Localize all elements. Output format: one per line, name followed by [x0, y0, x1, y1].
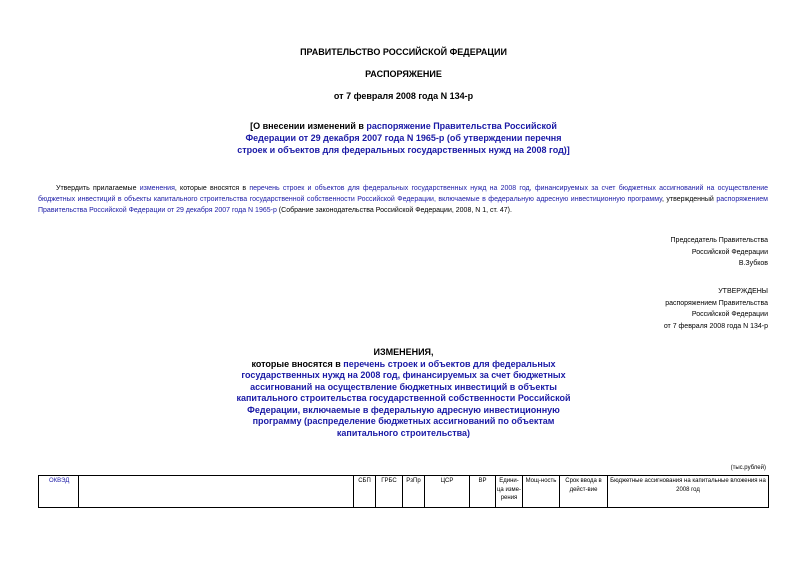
column-header-name [79, 476, 354, 508]
title-close: (об утверждении перечня строек и объектов для федеральных государственных нужд на 2008 год)] [237, 133, 570, 155]
changes-table [38, 475, 769, 508]
table-header-row [39, 476, 769, 508]
approval-line-1: УТВЕРЖДЕНЫ [718, 288, 768, 295]
units-label: (тыс.рублей) [730, 465, 766, 471]
title-open: [О внесении изменений в [250, 121, 367, 131]
approval-block [664, 286, 768, 332]
signature-block [671, 235, 768, 270]
body-text-3: , утвержденный [661, 196, 717, 203]
column-header-okvzd[interactable]: ОКВЭД [39, 476, 79, 508]
body-text-2: , которые вносятся в [174, 185, 250, 192]
signature-line-1: Председатель Правительства [670, 237, 768, 244]
column-header-sbp: СБП [354, 476, 376, 508]
amended-order-link[interactable]: распоряжение Правительства Российской Федерации от 29 декабря 2007 года N 1965-р [245, 121, 557, 143]
body-paragraph [38, 183, 768, 216]
changes-text-2: (распределение бюджетных ассигнований по объектам капитального строительства) [301, 416, 555, 438]
changes-heading: ИЗМЕНЕНИЯ, [373, 347, 434, 357]
document-title [230, 120, 577, 156]
body-text-4: (Собрание законодательства Российской Федерации, 2008, N 1, ст. 47). [276, 207, 512, 214]
document-date-number: от 7 февраля 2008 года N 134-р [333, 91, 474, 101]
column-header-rzpr: РзПр [403, 476, 425, 508]
column-header-csr: ЦСР [425, 476, 470, 508]
document-type: РАСПОРЯЖЕНИЕ [365, 69, 442, 79]
changes-list-link[interactable]: перечень строек и объектов для федеральных государственных нужд на 2008 год, финансируемых за счет бюджетных ассигнований на осуществление бюджетных инвестиций в объекты капитального строительства государственной собственности Российской Федерации, включаемые в федеральную адресную инвестиционную программу [236, 358, 571, 426]
government-title: ПРАВИТЕЛЬСТВО РОССИЙСКОЙ ФЕДЕРАЦИИ [300, 47, 507, 57]
approval-line-4: от 7 февраля 2008 года N 134-р [663, 322, 768, 330]
approval-line-2: распоряжением Правительства [665, 299, 768, 307]
changes-link[interactable]: изменения [139, 185, 175, 192]
column-header-capacity: Мощ-ность [523, 476, 560, 508]
signature-name: В.Зубков [738, 260, 768, 267]
column-header-budget: Бюджетные ассигнования на капитальные вложения на 2008 год [608, 476, 769, 508]
column-header-vr: ВР [470, 476, 496, 508]
changes-title [225, 347, 582, 439]
signature-line-2: Российской Федерации [691, 248, 768, 256]
order-1965-link[interactable]: распоряжением Правительства Российской Федерации от 29 декабря 2007 года N 1965-р [38, 196, 768, 214]
column-header-commissioning: Срок ввода в дейст-вие [560, 476, 608, 508]
object-list-link[interactable]: перечень строек и объектов для федеральных государственных нужд на 2008 год, финансируемых за счет бюджетных ассигнований на осуществление бюджетных инвестиций в объекты капитального строительства государственной собственности Российской Федерации, включаемые в федеральную адресную инвестиционную программу [38, 185, 768, 203]
column-header-grbs: ГРБС [376, 476, 403, 508]
changes-text-1: которые вносятся в [251, 358, 344, 369]
column-header-unit: Едини-ца изме-рения [496, 476, 523, 508]
body-text-1: Утвердить прилагаемые [56, 185, 140, 192]
approval-line-3: Российской Федерации [691, 311, 768, 318]
